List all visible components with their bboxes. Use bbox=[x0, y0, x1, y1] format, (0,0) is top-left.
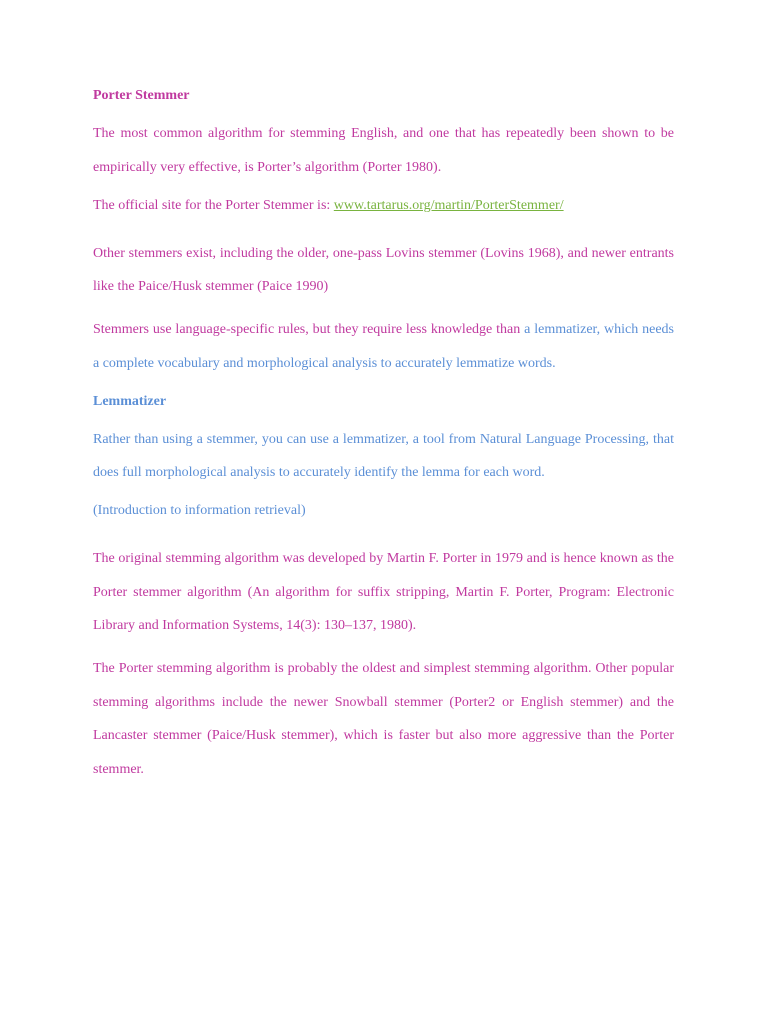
stemmer-rules-text: Stemmers use language-specific rules, but they require less knowledge than bbox=[93, 322, 525, 337]
official-site-text: The official site for the Porter Stemmer is: bbox=[93, 197, 334, 213]
paragraph-official-site bbox=[93, 194, 674, 218]
paragraph-porter-algorithm-comparison: The Porter stemming algorithm is probably the oldest and simplest stemming algorithm. Other popular stemming algorithms include the newer Snowball stemmer (Porter2 or English stemmer) and the Lancaster stemmer (Paice/Husk stemmer), which is faster but also more aggressive than the Porter stemmer. bbox=[93, 661, 674, 777]
paragraph-stemmer-vs-lemmatizer bbox=[93, 313, 674, 380]
lemmatizer-text: a lemmatizer, which needs a complete vocabulary and morphological analysis to accurately lemmatize words. bbox=[93, 322, 674, 371]
porter-stemmer-link[interactable]: www.tartarus.org/martin/PorterStemmer/ bbox=[333, 197, 564, 213]
heading-lemmatizer: Lemmatizer bbox=[93, 393, 167, 409]
paragraph-lemmatizer: Rather than using a stemmer, you can use a lemmatizer, a tool from Natural Language Processing, that does full morphological analysis to accurately identify the lemma for each word. bbox=[93, 431, 674, 480]
paragraph-citation: (Introduction to information retrieval) bbox=[93, 503, 306, 518]
paragraph-original-algorithm: The original stemming algorithm was developed by Martin F. Porter in 1979 and is hence known as the Porter stemmer algorithm (An algorithm for suffix stripping, Martin F. Porter, Program: Electronic Library and Information Systems, 14(3): 130–137, 1980). bbox=[93, 551, 674, 633]
document-page bbox=[93, 84, 674, 796]
paragraph-porter-intro: The most common algorithm for stemming English, and one that has repeatedly been shown to be empirically very effective, is Porter’s algorithm (Porter 1980). bbox=[93, 126, 674, 175]
paragraph-other-stemmers: Other stemmers exist, including the older, one-pass Lovins stemmer (Lovins 1968), and newer entrants like the Paice/Husk stemmer (Paice 1990) bbox=[93, 245, 674, 294]
heading-porter-stemmer: Porter Stemmer bbox=[93, 88, 190, 103]
